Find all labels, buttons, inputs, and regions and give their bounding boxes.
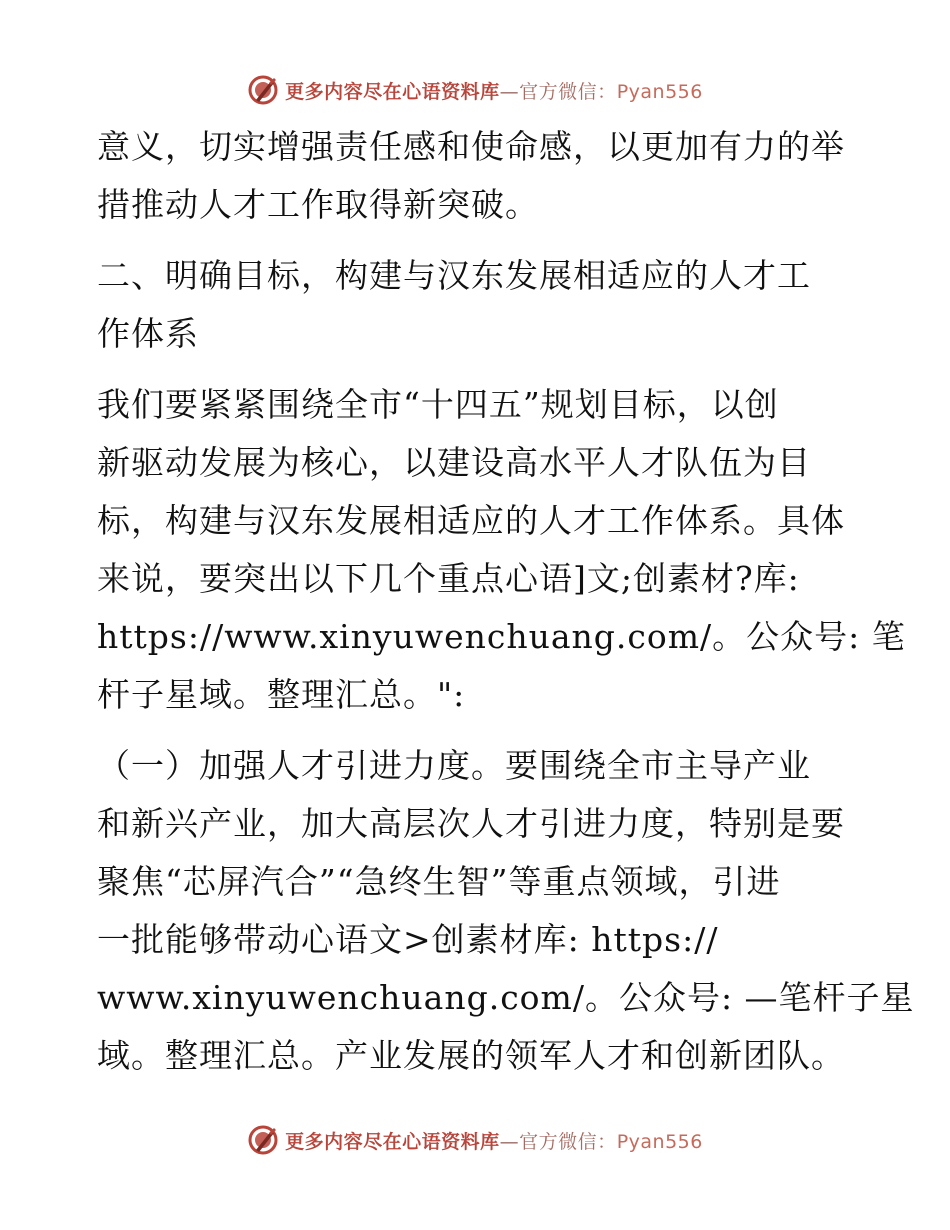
quill-circle-logo-icon [247,74,279,106]
text-line: 杆子星域。整理汇总。": [97,675,466,714]
text-line: 作体系 [97,314,199,353]
paragraph-3 [97,376,906,724]
footer-watermark-banner [0,1120,950,1160]
banner-title: 更多内容尽在心语资料库 [285,1130,500,1153]
banner-text [285,77,703,104]
text-line: 聚焦“芯屏汽合”“急终生智”等重点领域，引进 [97,862,781,901]
text-line: 域。整理汇总。产业发展的领军人才和创新团队。 [97,1036,845,1075]
banner-wechat-label: 官方微信： [519,80,617,103]
text-line: 措推动人才工作取得新突破。 [97,185,539,224]
text-line: 我们要紧紧围绕全市“十四五”规划目标，以创 [97,385,779,424]
banner-title: 更多内容尽在心语资料库 [285,80,500,103]
banner-dash: — [499,80,520,103]
text-line: www.xinyuwenchuang.com/。公众号: —笔杆子星 [97,978,915,1017]
text-line: 一批能够带动心语文>创素材库: https:// [97,920,719,959]
paragraph-4 [97,737,915,1085]
text-line: 标，构建与汉东发展相适应的人才工作体系。具体 [97,501,845,540]
banner-account: Pyan556 [616,1130,703,1153]
banner-dash: — [499,1130,520,1153]
document-body [97,118,915,1085]
banner-account: Pyan556 [616,80,703,103]
text-line: 二、明确目标，构建与汉东发展相适应的人才工 [97,256,811,295]
banner-wechat-label: 官方微信： [519,1130,617,1153]
section-heading [97,247,857,363]
text-line: 新驱动发展为核心，以建设高水平人才队伍为目 [97,443,811,482]
quill-circle-logo-icon [247,1124,279,1156]
paragraph-1 [97,118,857,234]
text-line: 意义，切实增强责任感和使命感，以更加有力的举 [97,127,845,166]
text-line: （一）加强人才引进力度。要围绕全市主导产业 [97,746,811,785]
text-line: 来说，要突出以下几个重点心语]文;创素材?库: [97,559,800,598]
header-watermark-banner [0,70,950,110]
banner-text [285,1127,703,1154]
text-line: https://www.xinyuwenchuang.com/。公众号: 笔 [97,617,906,656]
text-line: 和新兴产业，加大高层次人才引进力度，特别是要 [97,804,845,843]
